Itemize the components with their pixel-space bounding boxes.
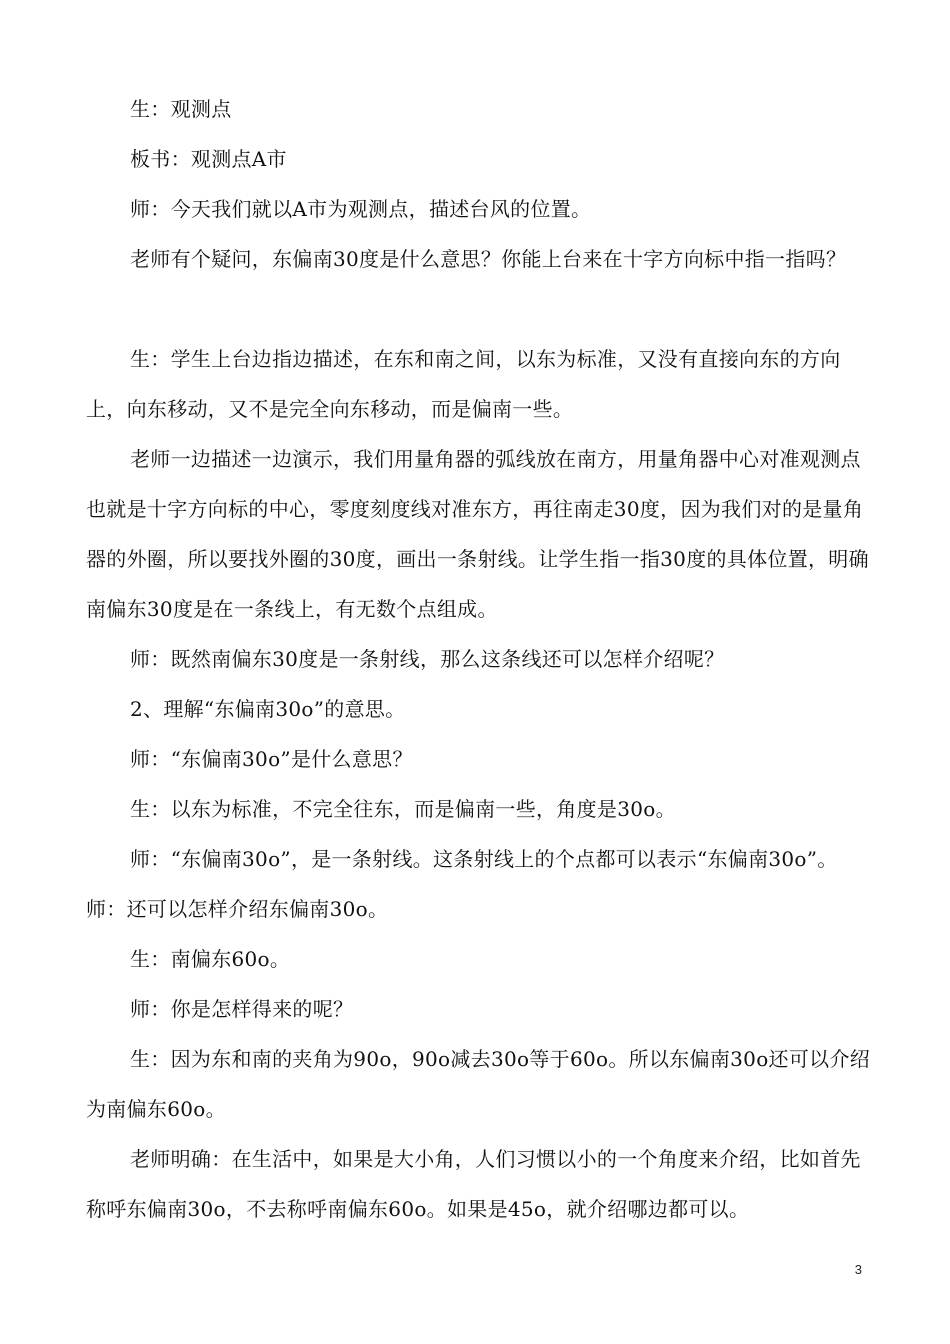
paragraph-teacher-question: 老师有个疑问，东偏南30度是什么意思？你能上台来在十字方向标中指一指吗？ bbox=[130, 247, 847, 271]
paragraph-teacher-conclusion: 老师明确：在生活中，如果是大小角，人们习惯以小的一个角度来介绍，比如首先称呼东偏南30o，不去称呼南偏东60o。如果是45o，就介绍哪边都可以。 bbox=[86, 1147, 861, 1221]
paragraph-student-observation-point: 生：观测点 bbox=[130, 97, 232, 121]
page-number: 3 bbox=[854, 1262, 862, 1277]
paragraph-blackboard-note: 板书：观测点A市 bbox=[130, 147, 287, 171]
paragraph-teacher-ray-points: 师：“东偏南30o”，是一条射线。这条射线上的个点都可以表示“东偏南30o”。师：还可以怎样介绍东偏南30o。 bbox=[86, 847, 838, 921]
paragraph-student-describes: 生：学生上台边指边描述，在东和南之间，以东为标准，又没有直接向东的方向上，向东移动，又不是完全向东移动，而是偏南一些。 bbox=[86, 347, 841, 421]
paragraph-teacher-demonstration: 老师一边描述一边演示，我们用量角器的弧线放在南方，用量角器中心对准观测点也就是十字方向标的中心，零度刻度线对准东方，再往南走30度，因为我们对的是量角器的外圈，所以要找外圈的30度，画出一条射线。让学生指一指30度的具体位置，明确南偏东30度是在一条线上，有无数个点组成。 bbox=[86, 447, 869, 621]
paragraph-student-answer: 生：南偏东60o。 bbox=[130, 947, 291, 971]
paragraph-teacher-how: 师：你是怎样得来的呢？ bbox=[130, 997, 354, 1021]
paragraph-student-standard: 生：以东为标准，不完全往东，而是偏南一些，角度是30o。 bbox=[130, 797, 676, 821]
paragraph-section-heading: 2、理解“东偏南30o”的意思。 bbox=[130, 697, 406, 721]
paragraph-teacher-meaning: 师：“东偏南30o”是什么意思？ bbox=[130, 747, 413, 771]
paragraph-student-reason: 生：因为东和南的夹角为90o，90o减去30o等于60o。所以东偏南30o还可以介绍为南偏东60o。 bbox=[86, 1047, 871, 1121]
paragraph-teacher-today: 师：今天我们就以A市为观测点，描述台风的位置。 bbox=[130, 197, 592, 221]
paragraph-teacher-ray: 师：既然南偏东30度是一条射线，那么这条线还可以怎样介绍呢？ bbox=[130, 647, 725, 671]
